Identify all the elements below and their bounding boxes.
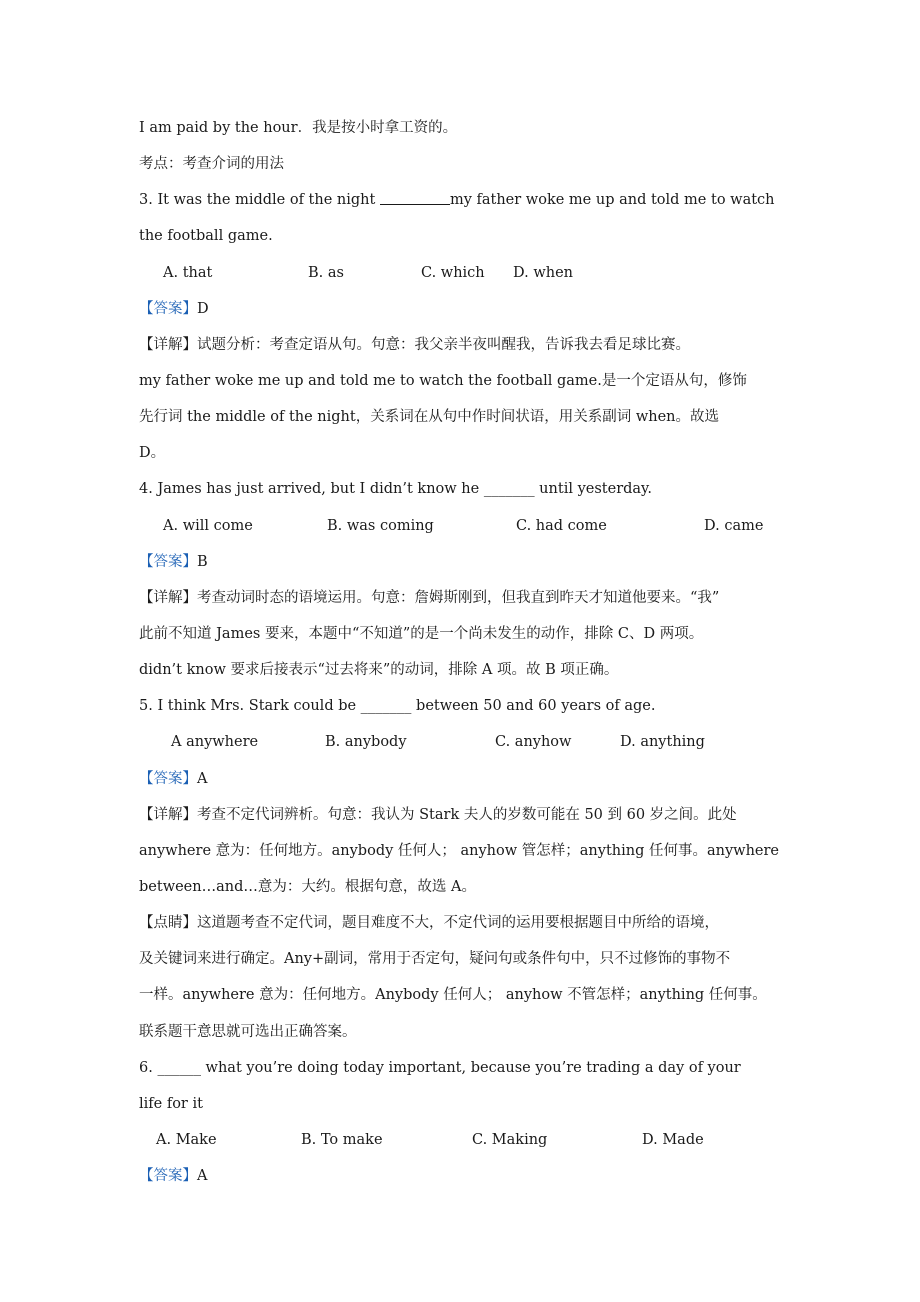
q5-dianjing-1: 【点睛】这道题考查不定代词，题目难度不大，不定代词的运用要根据题目中所给的语境， — [139, 915, 719, 932]
q6-options — [139, 1122, 789, 1158]
q5-stem: 5. I think Mrs. Stark could be _______ between 50 and 60 years of age. — [139, 698, 656, 715]
q6-answer: 【答案】A — [139, 1168, 208, 1185]
q3-detail-1: 【详解】试题分析：考查定语从句。句意：我父亲半夜叫醒我，告诉我去看足球比赛。 — [139, 336, 690, 353]
q5-option-d: D. anything — [620, 734, 705, 751]
q5-detail-3: between…and…意为：大约。根据句意，故选 A。 — [139, 878, 476, 895]
q6-option-c: C. Making — [472, 1131, 548, 1148]
q4-stem: 4. James has just arrived, but I didn’t know he _______ until yesterday. — [139, 481, 652, 498]
example-sentence: I am paid by the hour．我是按小时拿工资的。 — [139, 120, 458, 136]
q3-option-a: A. that — [163, 264, 213, 281]
q4-option-d: D. came — [704, 517, 764, 534]
q6-stem-cont: life for it — [139, 1095, 203, 1112]
q4-answer: 【答案】B — [139, 553, 208, 570]
q5-dianjing-2: 及关键词来进行确定。Any+副词，常用于否定句，疑问句或条件句中，只不过修饰的事物不 — [139, 951, 731, 968]
q4-options — [139, 508, 789, 544]
q3-detail-2: my father woke me up and told me to watch the football game.是一个定语从句，修饰 — [139, 372, 747, 389]
q5-detail-2: anywhere 意为：任何地方。anybody 任何人； anyhow 管怎样；anything 任何事。anywhere — [139, 842, 779, 859]
q4-option-a: A. will come — [163, 517, 253, 534]
answer-blank — [380, 190, 450, 205]
q3-stem: 3. It was the middle of the night my father woke me up and told me to watch — [139, 192, 775, 209]
q4-detail-3: didn’t know 要求后接表示“过去将来”的动词，排除 A 项。故 B 项正确。 — [139, 662, 619, 679]
q4-detail-2: 此前不知道 James 要来，本题中“不知道”的是一个尚未发生的动作，排除 C、D 两项。 — [139, 625, 704, 642]
q3-detail-4: D。 — [139, 445, 166, 462]
q5-option-a: A anywhere — [171, 734, 259, 751]
kaodian-line: 考点：考查介词的用法 — [139, 156, 284, 173]
q6-option-d: D. Made — [642, 1131, 704, 1148]
q3-option-d: D. when — [513, 264, 573, 281]
q5-options — [139, 724, 789, 760]
q6-option-a: A. Make — [156, 1131, 217, 1148]
q5-option-b: B. anybody — [325, 734, 407, 751]
q3-option-b: B. as — [308, 264, 344, 281]
q6-option-b: B. To make — [301, 1131, 383, 1148]
q5-answer: 【答案】A — [139, 770, 208, 787]
q3-option-c: C. which — [421, 264, 485, 281]
q4-detail-1: 【详解】考查动词时态的语境运用。句意：詹姆斯刚到，但我直到昨天才知道他要来。“我” — [139, 589, 720, 606]
q5-option-c: C. anyhow — [495, 734, 572, 751]
q4-option-c: C. had come — [516, 517, 607, 534]
q3-stem-cont: the football game. — [139, 228, 273, 245]
q3-answer: 【答案】D — [139, 300, 209, 317]
q5-detail-1: 【详解】考查不定代词辨析。句意：我认为 Stark 夫人的岁数可能在 50 到 60 岁之间。此处 — [139, 806, 737, 823]
document-page — [139, 110, 789, 1194]
q5-dianjing-4: 联系题干意思就可选出正确答案。 — [139, 1023, 357, 1040]
q6-stem: 6. ______ what you’re doing today important, because you’re trading a day of your — [139, 1059, 741, 1076]
q3-detail-3: 先行词 the middle of the night，关系词在从句中作时间状语，用关系副词 when。故选 — [139, 409, 720, 426]
q4-option-b: B. was coming — [327, 517, 434, 534]
q3-options — [139, 255, 789, 291]
q5-dianjing-3: 一样。anywhere 意为：任何地方。Anybody 任何人； anyhow 不管怎样；anything 任何事。 — [139, 987, 767, 1004]
